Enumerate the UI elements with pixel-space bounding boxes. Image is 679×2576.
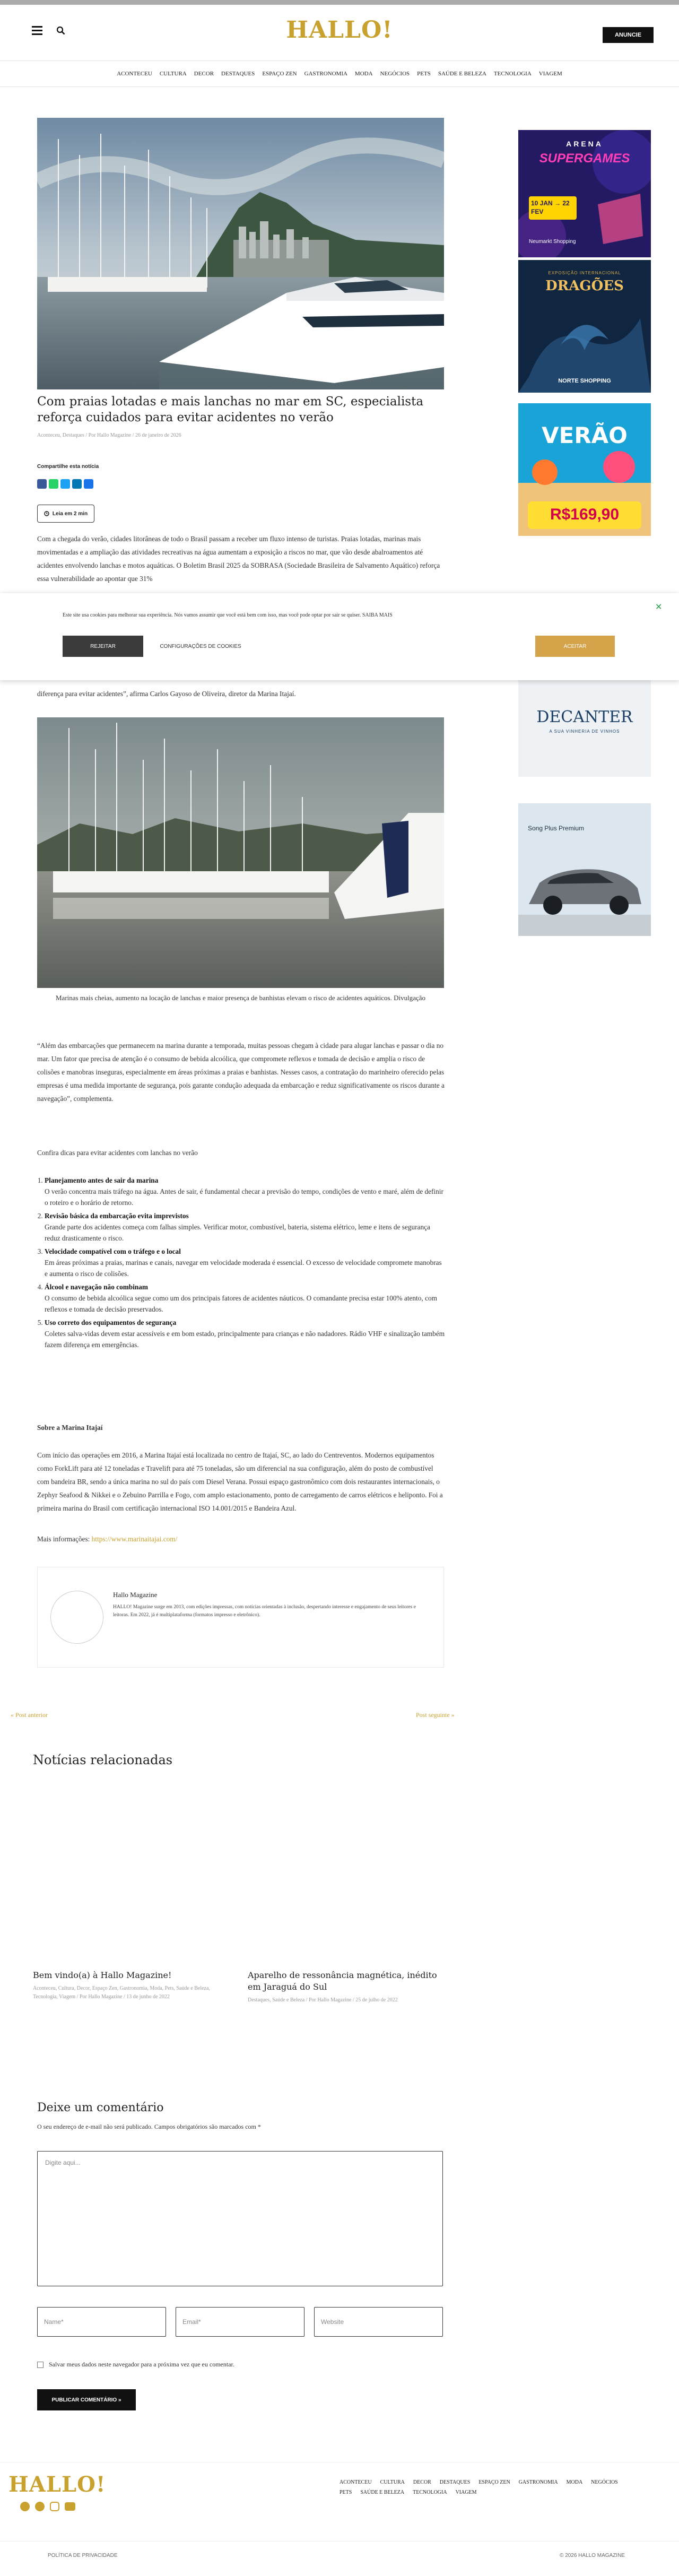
site-header	[0, 5, 679, 60]
about-text: Com início das operações em 2016, a Marina Itajaí está localizada no centro de Itajaí, SC, ao lado do Centreventos. Modernos equipamentos como ForkLift para até 12 toneladas e Travelift para até 75 toneladas, são um diferencial na sua configuração, além do posto de combustível com bandeira BR, sendo a única marina no sul do país com Diesel Verana. Possui espaço gastronômico com dois restaurantes internacionais, o Zephyr Seafood & Nikkei e o Zebuino Parrilla e Fogo, com amplo estacionamento, ponto de carregamento de carros elétricos e heliponto. Foi a primeira marina do Brasil com certificação internacional ISO 14.001/2015 e Bandeira Azul.	[37, 1451, 443, 1512]
whatsapp-share-icon[interactable]	[49, 479, 58, 489]
footer-logo[interactable]: HALLO!	[8, 2472, 106, 2497]
tip-item	[45, 1175, 446, 1208]
ad-car-title: Song Plus Premium	[528, 825, 585, 832]
footer-links	[340, 2479, 647, 2495]
author-name[interactable]: Hallo Magazine	[113, 1591, 158, 1599]
linkedin-share-icon[interactable]	[72, 479, 82, 489]
read-time-text: Leia em 2 min	[52, 510, 88, 517]
nav-item-7[interactable]: NEGÓCIOS	[380, 71, 410, 77]
footer-link-8[interactable]: PETS	[340, 2490, 352, 2495]
nav-item-4[interactable]: ESPAÇO ZEN	[262, 71, 297, 77]
prev-post-link[interactable]: « Post anterior	[11, 1711, 48, 1719]
footer-link-2[interactable]: DECOR	[413, 2479, 431, 2485]
cookie-banner	[0, 593, 679, 680]
youtube-icon[interactable]	[65, 2502, 75, 2511]
article-meta: Aconteceu, Destaques / Por Hallo Magazine / 26 de janeiro de 2026	[37, 432, 181, 438]
next-post-link[interactable]: Post seguinte »	[416, 1711, 455, 1719]
ad-car[interactable]	[518, 803, 651, 936]
nav-item-0[interactable]: ACONTECEU	[117, 71, 152, 77]
footer-link-10[interactable]: TECNOLOGIA	[413, 2490, 447, 2495]
twitter-share-icon[interactable]	[60, 479, 70, 489]
hero-image	[37, 118, 444, 389]
ad-decanter-title: DECANTER	[536, 708, 633, 726]
tip-title: Uso correto dos equipamentos de segurança	[45, 1319, 177, 1326]
footer-link-6[interactable]: MODA	[566, 2479, 583, 2485]
nav-item-10[interactable]: TECNOLOGIA	[493, 71, 532, 77]
ad-verao-title: VERÃO	[542, 422, 628, 448]
nav-item-2[interactable]: DECOR	[194, 71, 214, 77]
related-item-meta: Destaques, Saúde e Beleza / Por Hallo Magazine / 25 de julho de 2022	[248, 1997, 398, 2003]
clock-icon	[44, 511, 49, 516]
ad-dragoes[interactable]	[518, 260, 651, 393]
accept-cookies-button[interactable]: ACEITAR	[535, 636, 615, 657]
ad-arena-brand: ARENA	[566, 140, 603, 148]
nav-item-11[interactable]: VIAGEM	[538, 71, 562, 77]
footer-link-1[interactable]: CULTURA	[380, 2479, 405, 2485]
copyright: © 2026 HALLO MAGAZINE	[560, 2553, 625, 2558]
ad-dragoes-sub: NORTE SHOPPING	[558, 378, 611, 384]
tip-text: Em áreas próximas a praias, marinas e canais, navegar em velocidade moderada é essencial. O excesso de velocidade compromete manobras e aumenta o risco de colisões.	[45, 1259, 442, 1278]
article-paragraph-3: “Além das embarcações que permanecem na marina durante a temporada, muitas pessoas chegam à cidade para alugar lanchas e passar o dia no mar. Um fator que precisa de atenção é o consumo de bebida alcoólica, que compromete reflexos e tomada de decisão e amplia o risco de colisões e manobras inseguras, especialmente em áreas próximas a praias e banhistas. Nesses casos, a contratação do marinheiro oferecido pelas empresas é uma medida importante de segurança, pois garante condução adequada da embarcação e reduz significativamente os riscos durante a navegação”, complementa.	[37, 1042, 445, 1103]
nav-item-3[interactable]: DESTAQUES	[221, 71, 255, 77]
nav-item-5[interactable]: GASTRONOMIA	[304, 71, 347, 77]
tip-title: Revisão básica da embarcação evita imprevistos	[45, 1212, 189, 1220]
ad-arena-title: SUPERGAMES	[539, 151, 630, 166]
submit-comment-button[interactable]: PUBLICAR COMENTÁRIO »	[37, 2389, 136, 2410]
email-input[interactable]: Email*	[176, 2307, 304, 2337]
photo-caption: Marinas mais cheias, aumento na locação de lanchas e maior presença de banhistas elevam o risco de acidentes aquáticos. Divulgação	[55, 994, 426, 1002]
related-item-meta: Aconteceu, Cultura, Decor, Espaço Zen, Gastronomia, Moda, Pets, Saúde e Beleza, Tecnologia, Viagem / Por Hallo Magazine / 13 de junho de 2022	[33, 1985, 210, 2000]
related-item-2[interactable]	[248, 1970, 439, 2005]
ad-dragoes-small: EXPOSIÇÃO INTERNACIONAL	[548, 271, 621, 275]
tip-title: Velocidade compatível com o tráfego e o local	[45, 1247, 181, 1255]
related-item-1[interactable]	[33, 1970, 224, 2001]
facebook-share-icon[interactable]	[37, 479, 47, 489]
ad-decanter-sub: A SUA VINHERIA DE VINHOS	[549, 729, 620, 734]
comment-textarea[interactable]: Digite aqui...	[37, 2151, 443, 2286]
footer-link-5[interactable]: GASTRONOMIA	[518, 2479, 558, 2485]
checkbox[interactable]	[37, 2362, 43, 2368]
instagram-icon[interactable]	[50, 2502, 59, 2511]
author-box	[37, 1567, 444, 1668]
tip-title: Planejamento antes de sair da marina	[45, 1176, 159, 1184]
article-paragraph-2: diferença para evitar acidentes”, afirma Carlos Gayoso de Oliveira, diretor da Marina Itajaí.	[37, 690, 296, 698]
nav-item-9[interactable]: SAÚDE E BELEZA	[438, 71, 486, 77]
ad-dragoes-title: DRAGÕES	[545, 278, 624, 294]
ad-verao[interactable]	[518, 403, 651, 536]
footer-link-11[interactable]: VIAGEM	[455, 2490, 477, 2495]
read-time-badge	[37, 505, 94, 523]
related-title: Notícias relacionadas	[33, 1753, 173, 1767]
site-footer	[0, 2462, 679, 2576]
author-bio: HALLO! Magazine surge em 2013, com edições impressas, com notícias orientadas à inclusão, despertando interesse e engajamento de seus leitores e leitoras. Em 2022, já é multiplataforma (formatos impresso e eletrônico).	[113, 1604, 416, 1618]
main-nav	[0, 60, 679, 87]
share-buttons	[37, 479, 93, 489]
ad-verao-price: R$169,90	[550, 506, 620, 523]
name-input[interactable]: Name*	[37, 2307, 166, 2337]
site-logo[interactable]: HALLO!	[286, 16, 393, 44]
cookie-settings-button[interactable]: CONFIGURAÇÕES DE COOKIES	[160, 643, 241, 649]
comment-note: O seu endereço de e-mail não será publicado. Campos obrigatórios são marcados com *	[37, 2123, 261, 2130]
nav-item-6[interactable]: MODA	[354, 71, 373, 77]
author-avatar	[50, 1591, 103, 1644]
anuncie-button[interactable]: ANUNCIE	[603, 27, 654, 43]
nav-item-1[interactable]: CULTURA	[159, 71, 187, 77]
footer-link-0[interactable]: ACONTECEU	[340, 2479, 372, 2485]
twitter-icon[interactable]	[35, 2502, 45, 2511]
ad-decanter[interactable]	[518, 680, 651, 777]
nav-item-8[interactable]: PETS	[417, 71, 431, 77]
hamburger-icon[interactable]	[32, 26, 42, 34]
tip-item	[45, 1246, 446, 1279]
ad-arena-venue: Neumarkt Shopping	[529, 239, 576, 245]
footer-link-9[interactable]: SAÚDE E BELEZA	[360, 2490, 405, 2495]
tips-list	[37, 1175, 446, 1352]
tip-item	[45, 1317, 446, 1350]
tip-item	[45, 1281, 446, 1315]
close-icon[interactable]: ✕	[655, 602, 663, 612]
share-more-icon[interactable]	[84, 479, 93, 489]
footer-link-3[interactable]: DESTAQUES	[439, 2479, 471, 2485]
save-data-checkbox[interactable]	[37, 2361, 234, 2369]
facebook-icon[interactable]	[20, 2502, 30, 2511]
tip-item	[45, 1210, 446, 1244]
tips-intro: Confira dicas para evitar acidentes com lanchas no verão	[37, 1149, 198, 1157]
reject-cookies-button[interactable]: REJEITAR	[63, 636, 143, 657]
search-icon[interactable]	[56, 26, 65, 35]
footer-social	[20, 2502, 75, 2511]
comment-title: Deixe um comentário	[37, 2101, 164, 2114]
article-paragraph-1: Com a chegada do verão, cidades litorâneas de todo o Brasil passam a receber um fluxo intenso de turistas. Praias lotadas, marinas mais movimentadas e a ampliação das atividades recreativas na água aumentam a exposição a riscos no mar, que vão desde abalroamentos até acidentes envolvendo lanchas e motos aquáticas. O Boletim Brasil 2025 da SOBRASA (Sociedade Brasileira de Salvamento Aquático) reforça essa vulnerabilidade ao apontar que 31%	[37, 535, 440, 583]
privacy-link[interactable]: POLÍTICA DE PRIVACIDADE	[48, 2553, 118, 2558]
tip-title: Álcool e navegação não combinam	[45, 1283, 149, 1291]
related-item-title[interactable]: Aparelho de ressonância magnética, inédito em Jaraguá do Sul	[248, 1970, 437, 1992]
footer-link-4[interactable]: ESPAÇO ZEN	[478, 2479, 510, 2485]
ad-arena-supergames[interactable]	[518, 130, 651, 257]
article-title: Com praias lotadas e mais lanchas no mar em SC, especialista reforça cuidados para evitar acidentes no verão	[37, 395, 424, 424]
tip-text: O consumo de bebida alcoólica segue como um dos principais fatores de acidentes náuticos. O comandante precisa estar 100% atento, com reflexos e tomada de decisão preservados.	[45, 1294, 437, 1313]
save-data-label: Salvar meus dados neste navegador para a próxima vez que eu comentar.	[49, 2361, 234, 2368]
top-strip	[0, 0, 679, 5]
related-item-title[interactable]: Bem vindo(a) à Hallo Magazine!	[33, 1970, 172, 1980]
ad-arena-date: 10 JAN → 22 FEV	[531, 200, 570, 215]
footer-link-7[interactable]: NEGÓCIOS	[591, 2479, 618, 2485]
share-label: Compartilhe esta notícia	[37, 464, 99, 470]
more-info-label: Mais informações:	[37, 1535, 92, 1543]
website-input[interactable]: Website	[314, 2307, 443, 2337]
marina-photo	[37, 717, 444, 988]
more-info-link[interactable]: https://www.marinaitajai.com/	[91, 1535, 178, 1543]
tip-text: Coletes salva-vidas devem estar acessíveis e em bom estado, principalmente para crianças e não nadadores. Rádio VHF e sinalização também fazem diferença em emergências.	[45, 1330, 445, 1349]
cookie-text: Este site usa cookies para melhorar sua experiência. Nós vamos assumir que você está bem com isso, mas você pode optar por sair se quiser. SAIBA MAIS	[63, 612, 393, 618]
more-info	[37, 1532, 446, 1546]
about-title: Sobre a Marina Itajaí	[37, 1424, 103, 1432]
tip-text: O verão concentra mais tráfego na água. Antes de sair, é fundamental checar a previsão do tempo, condições de vento e maré, além de definir o roteiro e o horário de retorno.	[45, 1187, 443, 1207]
tip-text: Grande parte dos acidentes começa com falhas simples. Verificar motor, combustível, bateria, sistema elétrico, leme e itens de segurança reduz drasticamente o risco.	[45, 1223, 430, 1242]
